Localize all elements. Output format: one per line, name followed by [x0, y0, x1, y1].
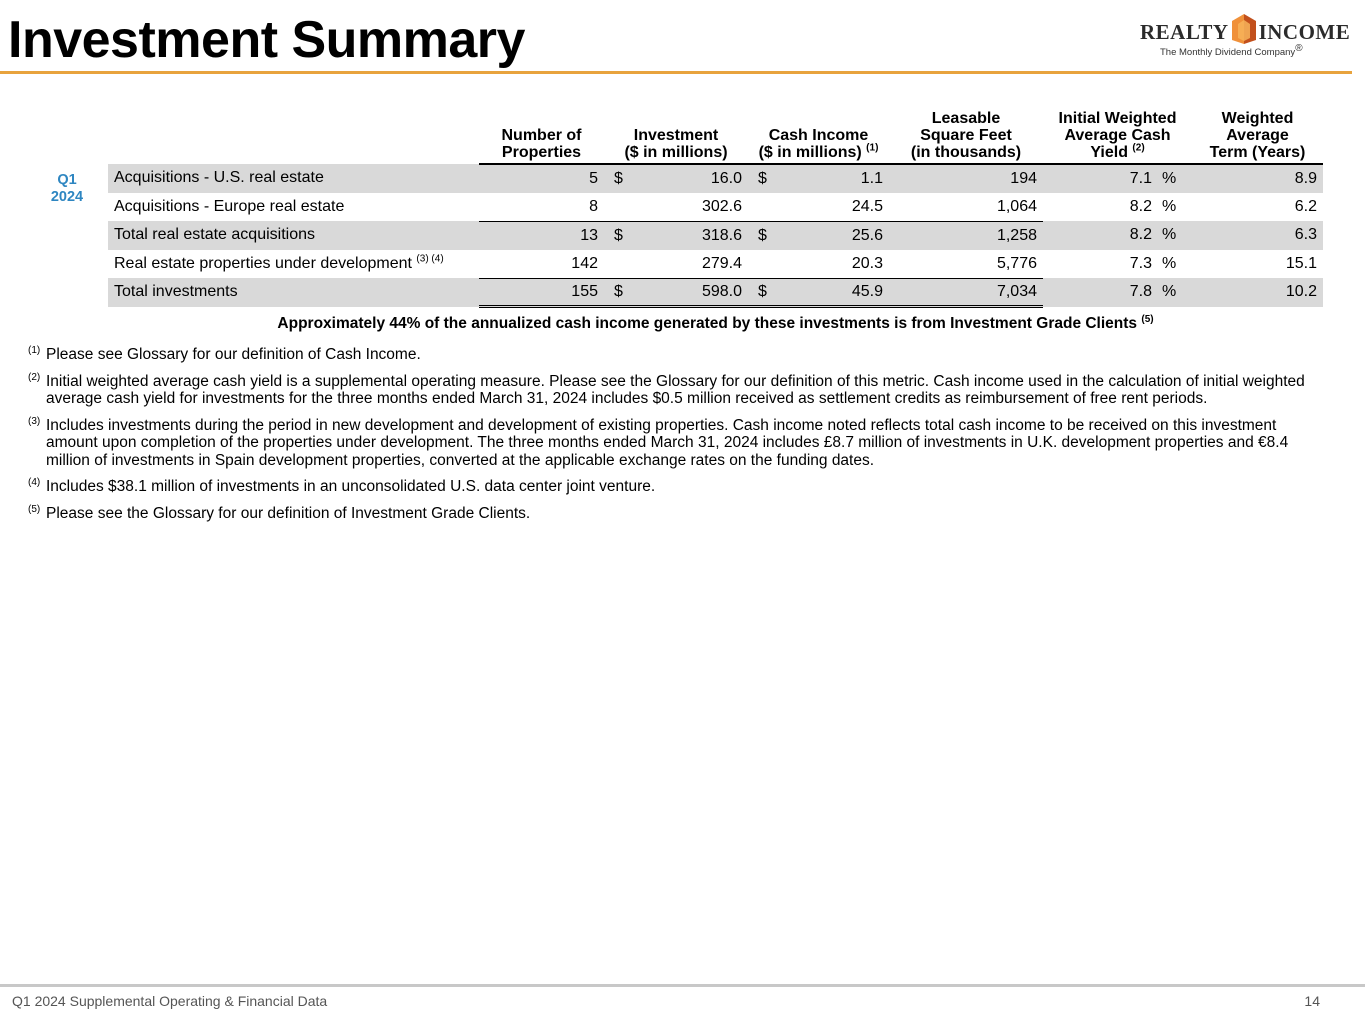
investment-grade-summary: Approximately 44% of the annualized cash income generated by these investments is from Investment Grade Clients $^{(5)}$	[277, 313, 1154, 332]
cell-percent: %	[1158, 221, 1192, 250]
footnote-marker: (2)	[28, 371, 41, 383]
logo-gem-icon	[1232, 14, 1256, 44]
cell-dollar: $	[604, 164, 630, 193]
cell-term: 6.2	[1294, 197, 1317, 215]
cell-percent: %	[1162, 197, 1177, 215]
cell-sqft: 1,064	[889, 193, 1043, 222]
cell-dollar: $	[748, 164, 776, 193]
table-row	[108, 193, 1323, 222]
col-header-investment: Investment ($ in millions)	[604, 110, 748, 164]
cell-properties: 142	[479, 250, 604, 279]
cell-term: 10.2	[1192, 278, 1323, 307]
company-logo	[1128, 12, 1351, 62]
cell-percent: %	[1158, 164, 1192, 193]
cell-cash-income: 25.6	[776, 221, 889, 250]
footnote: (4) Includes $38.1 million of investments in an unconsolidated U.S. data center joint venture.	[28, 478, 1323, 496]
cell-properties: 5	[479, 164, 604, 193]
cell-dollar: $	[604, 278, 630, 307]
cell-sqft: 5,776	[889, 250, 1043, 279]
cell-percent: %	[1162, 254, 1177, 272]
cell-dollar	[604, 193, 630, 222]
table-header-row	[108, 110, 1323, 164]
cell-investment: 302.6	[630, 193, 748, 222]
period-year: 2024	[50, 189, 84, 205]
footnote-marker: (5)	[28, 503, 41, 515]
col-header-sqft: Leasable Square Feet (in thousands)	[889, 110, 1043, 164]
cell-percent: %	[1158, 278, 1192, 307]
cell-yield: 7.8	[1043, 278, 1158, 307]
page-title: Investment Summary	[8, 11, 525, 69]
cell-investment: 598.0	[630, 278, 748, 307]
cell-term: 8.9	[1192, 164, 1323, 193]
cell-dollar: $	[748, 221, 776, 250]
footnote-marker: (1)	[28, 345, 41, 356]
col-header-term: Weighted Average Term (Years)	[1192, 110, 1323, 164]
table-row	[108, 250, 1323, 279]
cell-dollar: $	[748, 278, 776, 307]
footnote: (1) Please see Glossary for our definition of Cash Income.	[28, 346, 1323, 364]
row-label: Acquisitions - U.S. real estate	[108, 164, 479, 193]
period-label	[36, 172, 98, 206]
logo-tagline: The Monthly Dividend Company®	[1160, 42, 1303, 58]
cell-sqft: 194	[889, 164, 1043, 193]
cell-properties: 13	[479, 221, 604, 250]
cell-cash-income: 1.1	[776, 164, 889, 193]
row-label: Total real estate acquisitions	[108, 221, 479, 250]
cell-sqft: 7,034	[889, 278, 1043, 307]
cell-properties: 8	[479, 193, 604, 222]
cell-yield: 8.2	[1129, 197, 1152, 215]
cell-dollar	[748, 250, 776, 279]
table-row	[108, 221, 1323, 250]
logo-text-right: INCOME	[1258, 19, 1351, 44]
cell-cash-income: 20.3	[776, 250, 889, 279]
cell-term: 6.3	[1192, 221, 1323, 250]
footnote: (2) Initial weighted average cash yield is a supplemental operating measure. Please see the Glossary for our definition of this metric. Cash income used in the calculation of initial weighted average cash yield for investments for the three months ended March 31, 2024 includes $0.5 million received as settlement credits as reimbursement of free rent periods.	[28, 373, 1323, 408]
cell-yield: 7.3	[1129, 254, 1152, 272]
cell-dollar: $	[604, 221, 630, 250]
cell-yield: 7.1	[1043, 164, 1158, 193]
footnote-marker: (3)	[28, 415, 41, 427]
cell-investment: 279.4	[630, 250, 748, 279]
cell-yield: 8.2	[1043, 221, 1158, 250]
cell-dollar	[604, 250, 630, 279]
cell-term: 15.1	[1285, 254, 1317, 272]
period-quarter: Q1	[57, 172, 77, 188]
row-footnote-ref: (3) (4)	[416, 253, 444, 265]
cell-investment: 318.6	[630, 221, 748, 250]
cell-sqft: 1,258	[889, 221, 1043, 250]
col-header-yield: Initial Weighted Average Cash Yield $^{(2)}$	[1043, 110, 1192, 164]
footnote-marker: (4)	[28, 477, 41, 488]
cell-cash-income: 45.9	[776, 278, 889, 307]
row-label: Acquisitions - Europe real estate	[114, 197, 345, 215]
page-number: 14	[1304, 993, 1320, 1009]
footer-document-title: Q1 2024 Supplemental Operating & Financial Data	[12, 993, 328, 1009]
cell-dollar	[748, 193, 776, 222]
title-divider	[0, 71, 1352, 74]
footnotes	[28, 346, 1323, 531]
cell-cash-income: 24.5	[776, 193, 889, 222]
table-row	[108, 278, 1323, 307]
col-header-cash-income: Cash Income ($ in millions) $^{(1)}$	[748, 110, 889, 164]
footnote: (3) Includes investments during the period in new development and development of existing properties. Cash income noted reflects total cash income to be received on this investment amount upon completion of the properties under development. The three months ended March 31, 2024 includes £8.7 million of investments in U.K. development properties and €8.4 million of investments in Spain development properties, converted at the applicable exchange rates on the funding dates.	[28, 417, 1323, 470]
row-label: Total investments	[108, 278, 479, 307]
investment-table	[108, 110, 1323, 308]
cell-investment: 16.0	[630, 164, 748, 193]
col-header-properties: Number of Properties	[479, 110, 604, 164]
row-label: Real estate properties under development $^{(3) (4)}$	[114, 253, 444, 272]
logo-text-left: REALTY	[1140, 19, 1229, 44]
footnote: (5) Please see the Glossary for our definition of Investment Grade Clients.	[28, 505, 1323, 523]
cell-properties: 155	[479, 278, 604, 307]
table-row	[108, 164, 1323, 193]
footer-divider	[0, 984, 1365, 987]
